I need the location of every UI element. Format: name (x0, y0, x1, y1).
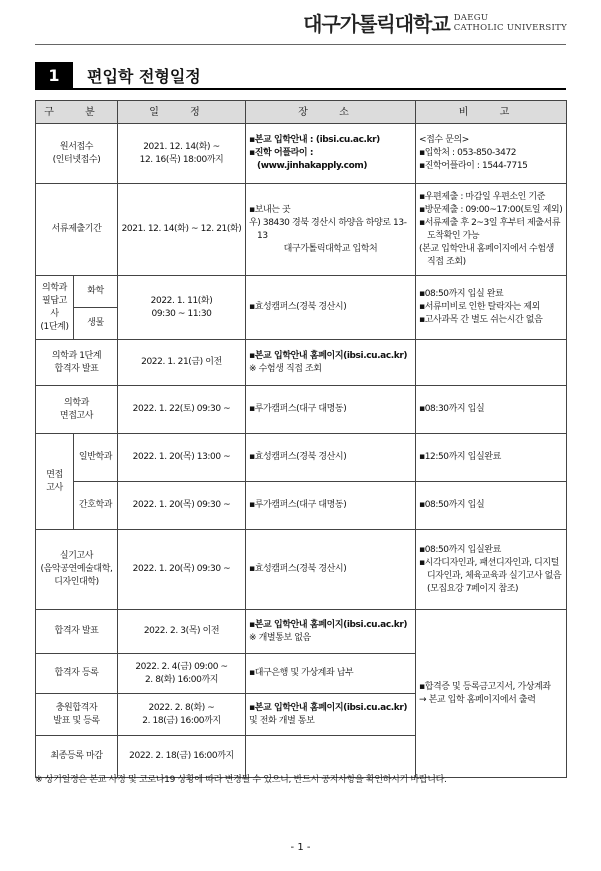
place-cell: ▪효성캠퍼스(경북 경산시) (246, 530, 416, 610)
subcategory-cell: 생물 (74, 308, 118, 340)
table-row (36, 276, 567, 308)
date-line: 2022. 1. 11(화) (150, 295, 213, 306)
place-cell (246, 610, 416, 654)
date-line: 2. 8(화) 16:00까지 (144, 674, 219, 685)
table-row (36, 386, 567, 434)
note-cell (416, 124, 567, 184)
place-cell: ▪대구은행 및 가상계좌 납부 (246, 654, 416, 694)
category-line: 면접고사 (59, 410, 94, 421)
date-line: 2021. 12. 14(화) ~ (143, 141, 220, 152)
table-row (36, 340, 567, 386)
table-row (36, 434, 567, 482)
header-divider (35, 44, 566, 45)
table-header-row (36, 101, 567, 124)
place-cell (246, 184, 416, 276)
date-line: 2022. 2. 8(화) ~ (148, 702, 215, 713)
place-cell: ▪루가캠퍼스(대구 대명동) (246, 482, 416, 530)
note-cell: ▪12:50까지 입실완료 (416, 434, 567, 482)
date-cell: 2022. 1. 20(목) 09:30 ~ (118, 482, 246, 530)
page-number: - 1 - (290, 842, 311, 853)
category-line: 고사 (46, 482, 63, 493)
note-line: ▪합격증 및 등록금고지서, 가상계좌 (419, 681, 551, 692)
table-row (36, 184, 567, 276)
header-note: 비 고 (416, 101, 567, 124)
table-row (36, 530, 567, 610)
logo-english-line2: CATHOLIC UNIVERSITY (453, 22, 567, 33)
category-cell (36, 694, 118, 736)
note-cell (416, 530, 567, 610)
date-line: 12. 16(목) 18:00까지 (139, 154, 224, 165)
category-line: 디자인대학) (54, 577, 99, 587)
note-line: ▪시각디자인과, 패션디자인과, 디지털디자인과, 체육교육과 실기고사 없음(모집요강 7페이지 참조) (419, 557, 562, 594)
category-line: 면접 (46, 469, 63, 480)
category-line: 의학과 (64, 397, 89, 408)
schedule-table (35, 100, 567, 778)
header-category: 구 분 (36, 101, 118, 124)
date-cell (118, 124, 246, 184)
note-line: ▪08:50까지 입실완료 (419, 544, 501, 555)
place-cell (246, 694, 416, 736)
date-cell: 2022. 2. 3(목) 이전 (118, 610, 246, 654)
category-line: 의학과 1단계 (51, 350, 102, 361)
category-line: (음악공연예술대학, (40, 564, 113, 574)
date-cell (118, 694, 246, 736)
category-cell: 합격자 발표 (36, 610, 118, 654)
note-line: ▪서류제출 후 2~3일 후부터 제출서류 도착확인 가능 (419, 217, 561, 241)
note-line: → 본교 입학 홈페이지에서 출력 (419, 694, 536, 705)
category-line: 실기고사 (59, 551, 94, 561)
place-cell (246, 340, 416, 386)
note-line: ▪입학처 : 053-850-3472 (419, 148, 517, 158)
date-cell: 2022. 1. 20(목) 13:00 ~ (118, 434, 246, 482)
logo-korean: 대구가톨릭대학교 (303, 12, 450, 36)
place-line: ▪본교 입학안내 : (ibsi.cu.ac.kr) (249, 135, 380, 145)
date-cell: 2022. 2. 18(금) 16:00까지 (118, 736, 246, 778)
note-cell (416, 340, 567, 386)
date-cell: 2022. 1. 21(금) 이전 (118, 340, 246, 386)
note-cell: ▪08:30까지 입실 (416, 386, 567, 434)
category-cell (36, 276, 74, 340)
note-line: ▪진학어플라이 : 1544-7715 (419, 161, 528, 171)
category-line: 합격자 발표 (54, 363, 99, 374)
note-line: (본교 입학안내 홈페이지에서 수험생 직접 조회) (419, 243, 554, 267)
place-line: ▪본교 입학안내 홈페이지(ibsi.cu.ac.kr) (249, 702, 408, 713)
category-cell (36, 386, 118, 434)
place-cell: ▪루가캠퍼스(대구 대명동) (246, 386, 416, 434)
category-line: 원서접수 (59, 141, 94, 152)
date-cell: 2022. 1. 20(목) 09:30 ~ (118, 530, 246, 610)
note-line: ▪서류미비로 인한 탈락자는 제외 (419, 302, 540, 312)
date-line: 09:30 ~ 11:30 (151, 308, 212, 319)
category-line: 발표 및 등록 (53, 715, 100, 726)
category-cell (36, 530, 118, 610)
date-cell (118, 654, 246, 694)
place-line: ▪본교 입학안내 홈페이지(ibsi.cu.ac.kr) (249, 350, 408, 361)
place-line: 및 전화 개별 통보 (249, 715, 315, 726)
note-line: ▪08:50까지 입실 완료 (419, 289, 504, 299)
note-line: ▪우편제출 : 마감일 우편소인 기준 (419, 191, 545, 202)
date-line: 2022. 2. 4(금) 09:00 ~ (135, 661, 228, 672)
place-line: 대구가톨릭대학교 입학처 (283, 243, 378, 254)
subcategory-cell: 화학 (74, 276, 118, 308)
place-line: ※ 개별통보 없음 (249, 632, 311, 643)
logo-english-line1: DAEGU (453, 12, 489, 23)
note-line: ▪방문제출 : 09:00~17:00(토일 제외) (419, 204, 563, 215)
place-cell: ▪효성캠퍼스(경북 경산시) (246, 434, 416, 482)
category-cell (36, 124, 118, 184)
place-line: ▪진학 어플라이 : (www.jinhakapply.com) (249, 148, 368, 171)
university-logo (303, 8, 567, 37)
category-cell: 서류제출기간 (36, 184, 118, 276)
section-heading (35, 62, 566, 90)
section-number: 1 (35, 62, 73, 88)
category-line: 의학과 (42, 282, 67, 293)
date-cell: 2022. 1. 22(토) 09:30 ~ (118, 386, 246, 434)
place-line: ▪보내는 곳 (249, 204, 291, 215)
place-line: 우) 38430 경북 경산시 하양읍 하양로 13-13 (249, 217, 407, 241)
category-line: 필답고사 (42, 295, 67, 319)
table-row (36, 124, 567, 184)
place-cell: ▪효성캠퍼스(경북 경산시) (246, 276, 416, 340)
category-cell: 최종등록 마감 (36, 736, 118, 778)
note-cell: ▪08:50까지 입실 (416, 482, 567, 530)
category-line: (인터넷접수) (52, 154, 101, 165)
header-place: 장 소 (246, 101, 416, 124)
footnote: ※ 상기일정은 본교 사정 및 코로나19 상황에 따라 변경될 수 있으니, 반드시 공지사항을 확인하시기 바랍니다. (35, 775, 447, 785)
date-cell (118, 276, 246, 340)
category-cell: 합격자 등록 (36, 654, 118, 694)
category-line: 충원합격자 (55, 702, 98, 713)
note-line: <접수 문의> (419, 135, 469, 145)
place-line: ※ 수험생 직접 조회 (249, 363, 322, 374)
date-line: 2. 18(금) 16:00까지 (142, 715, 221, 726)
subcategory-cell: 간호학과 (74, 482, 118, 530)
date-cell: 2021. 12. 14(화) ~ 12. 21(화) (118, 184, 246, 276)
note-cell (416, 276, 567, 340)
note-line: ▪고사과목 간 별도 쉬는시간 없음 (419, 315, 543, 325)
category-line: (1단계) (40, 321, 69, 332)
header-date: 일 정 (118, 101, 246, 124)
logo-english (454, 13, 567, 33)
table-row (36, 610, 567, 654)
subcategory-cell: 일반학과 (74, 434, 118, 482)
section-title: 편입학 전형일정 (87, 66, 201, 86)
category-cell (36, 434, 74, 530)
note-cell (416, 184, 567, 276)
table-row (36, 482, 567, 530)
place-line: ▪본교 입학안내 홈페이지(ibsi.cu.ac.kr) (249, 619, 408, 630)
place-cell (246, 124, 416, 184)
category-cell (36, 340, 118, 386)
note-cell (416, 610, 567, 778)
